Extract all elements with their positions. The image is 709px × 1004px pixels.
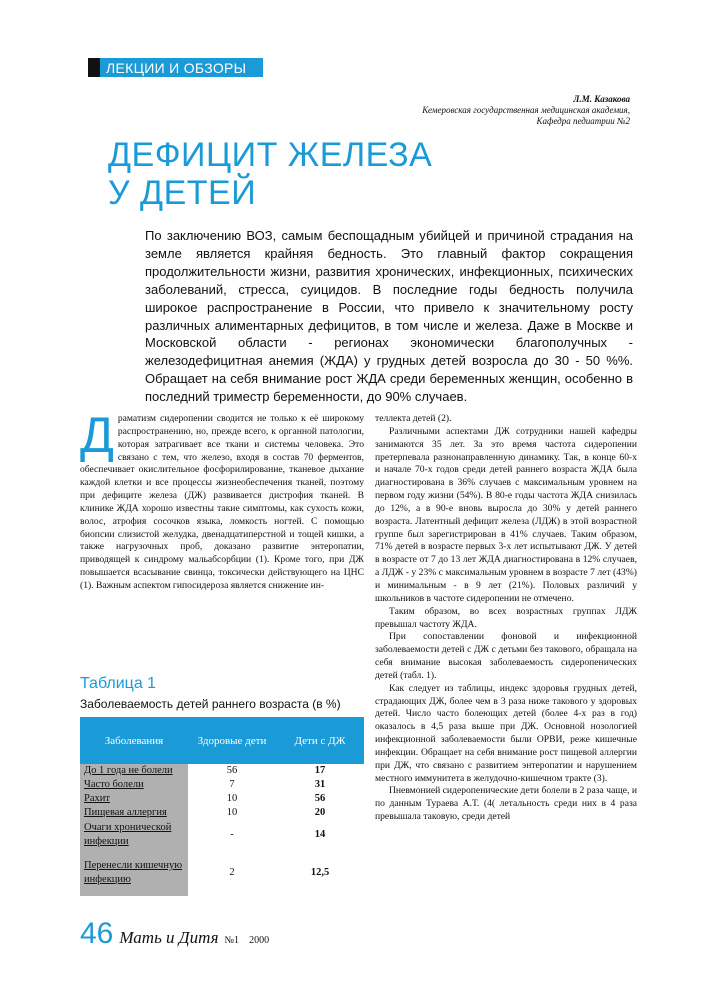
table-row-label: Рахит (80, 792, 188, 806)
table-cell-dj: 20 (314, 807, 326, 818)
body-paragraph: теллекта детей (2). (375, 413, 452, 424)
body-paragraph: При сопоставлении фоновой и инфекционной заболеваемости детей с ДЖ с детьми без такового, обращала на себя внимание высокая заболеваемость сидеропенических детей (табл. 1). (375, 631, 637, 681)
page-number: 46 (80, 917, 114, 950)
table-title: Таблица 1 (80, 675, 157, 692)
table-header-cell: Заболевания (80, 717, 188, 764)
table-cell-dj: 12,5 (310, 867, 330, 878)
body-column-right (375, 413, 637, 824)
morbidity-table (80, 717, 364, 896)
issue-number: №1 (224, 935, 240, 946)
table-cell-healthy: - (230, 829, 234, 840)
table-row-label: Перенесли кишечную инфекцию (80, 850, 188, 896)
drop-cap: Д (80, 407, 114, 463)
body-paragraph: Как следует из таблицы, индекс здоровья грудных детей, страдающих ДЖ, более чем в 3 раза ниже такового у здоровых детей. Число часто болеющих детей (более 4-х раз в год) оказалось в 4,5 раза выше при ДЖ. Основной нозологией инфекционной заболеваемости были ОРВИ, реже кишечные инфекции. Обращает на себя внимание рост пищевой аллергии при ДЖ, что связано с развитием энтеропатии и нарушением местного иммунитета в желудочно-кишечном тракте (3). (375, 682, 637, 784)
author-name: Л.М. Казакова (573, 94, 630, 104)
table-row-label: До 1 года не болели (80, 764, 188, 778)
page-footer (80, 917, 269, 951)
table-row (80, 764, 364, 778)
author-affiliation-2: Кафедра педиатрии №2 (536, 116, 630, 126)
body-paragraph: Различными аспектами ДЖ сотрудники нашей кафедры занимаются 35 лет. За это время частота сидеропении претерпевала разнонаправленную динамику. Так, в конце 60-х и начале 70-х годов среди детей раннего возраста ЖДА была диагностирована в 36% случаев с максимальным уровнем на первом году жизни (54%). В 80-е годы частота ЖДА снизилась до 12%, а в 90-е вновь выросла до 30% у детей раннего возраста. Латентный дефицит железа (ЛДЖ) в этой возрастной группе был зарегистрирован в 41% случаев. Таким образом, 71% детей в возрасте первых 3-х лет испытывают ДЖ. У детей в возрасте от 7 до 13 лет ЖДА диагностирована в 12% случаев, а ЛДЖ - у 23% с максимальным уровнем в возрасте 7 лет (43%) и минимальным - в 9 лет (21%). Половых различий у школьников в частоте сидеропении не отмечено. (375, 425, 637, 604)
table-caption: Заболеваемость детей раннего возраста (в %) (80, 697, 341, 711)
table-row (80, 850, 364, 896)
table-row (80, 792, 364, 806)
body-column-left (80, 407, 364, 593)
section-marker (88, 58, 100, 77)
table-row (80, 820, 364, 850)
table-row-label: Часто болели (80, 778, 188, 792)
table-cell-healthy: 10 (226, 807, 238, 818)
table-cell-dj: 31 (314, 779, 326, 790)
table-cell-healthy: 10 (226, 793, 238, 804)
body-paragraph: Пневмонией сидеропенические дети болели в 2 раза чаще, и по данным Тураева А.Т. (4( летальность среди них в 4 раза превышала таковую, среди детей (375, 785, 637, 823)
table-row-label: Пищевая аллергия (80, 806, 188, 820)
table-header-cell: Дети с ДЖ (276, 717, 364, 764)
issue-year: 2000 (249, 935, 270, 946)
table-cell-dj: 14 (314, 829, 326, 840)
article-title-line-1: ДЕФИЦИТ ЖЕЛЕЗА (108, 136, 433, 174)
table-row-label: Очаги хронической инфекции (80, 820, 188, 850)
table-cell-healthy: 56 (226, 765, 238, 776)
section-header-bar (88, 58, 263, 77)
table-cell-dj: 56 (314, 793, 326, 804)
table-row (80, 778, 364, 792)
body-paragraph: раматизм сидеропении сводится не только к её широкому распространению, но, прежде всего, к органной патологии, которая затрагивает все ткани и системы человека. Это связано с тем, что железо, входя в состав 70 ферментов, обеспечивает окислительное фосфорилирование, тканевое дыхание каждой клетки и все процессы жизнеобеспечения тканей, поэтому при дефиците железа (ДЖ) развивается дистрофия тканей. В клинике ЖДА хорошо известны такие симптомы, как сухость кожи, волос, атрофия сосочков языка, ломкость ногтей. С помощью биопсии слизистой желудка, двенадцатиперстной и тощей кишки, а также нагрузочных проб, доказано развитие энтеропатии, приводящей к синдрому мальабсорбции (1). Кроме того, при ДЖ повышается всасывание свинца, токсически действующего на ЦНС (1). Важным аспектом гипосидероза является снижение ин- (80, 413, 364, 591)
journal-logo: Мать и Дитя (119, 928, 219, 947)
table-cell-dj: 17 (314, 765, 326, 776)
table-header-cell: Здоровые дети (188, 717, 276, 764)
table-cell-healthy: 2 (229, 867, 235, 878)
table-row (80, 806, 364, 820)
author-block (270, 94, 630, 127)
author-affiliation-1: Кемеровская государственная медицинская академия, (422, 105, 630, 115)
table-cell-healthy: 7 (229, 779, 235, 790)
table-header-row (80, 717, 364, 764)
section-label: ЛЕКЦИИ И ОБЗОРЫ (106, 59, 247, 76)
article-title-line-2: У ДЕТЕЙ (108, 174, 257, 212)
article-lead: По заключению ВОЗ, самым беспощадным убийцей и причиной страдания на земле является крайняя бедность. Это главный фактор сокращения продолжительности жизни, развития хронических, инфекционных, психических заболеваний, стресса, суицидов. В последние годы бедность получила широкое распространение в России, что привело к значительному росту различных алиментарных дефицитов, в том числе и железа. Даже в Москве и Московской области - регионах экономически благополучных - железодефицитная анемия (ЖДА) у грудных детей возросла до 30 - 50 %%. Обращает на себя внимание рост ЖДА среди беременных женщин, особенно в последний триместр беременности, до 90% случаев. (145, 228, 633, 405)
body-paragraph: Таким образом, во всех возрастных группах ЛДЖ превышал частоту ЖДА. (375, 605, 637, 630)
article-title (108, 136, 432, 212)
